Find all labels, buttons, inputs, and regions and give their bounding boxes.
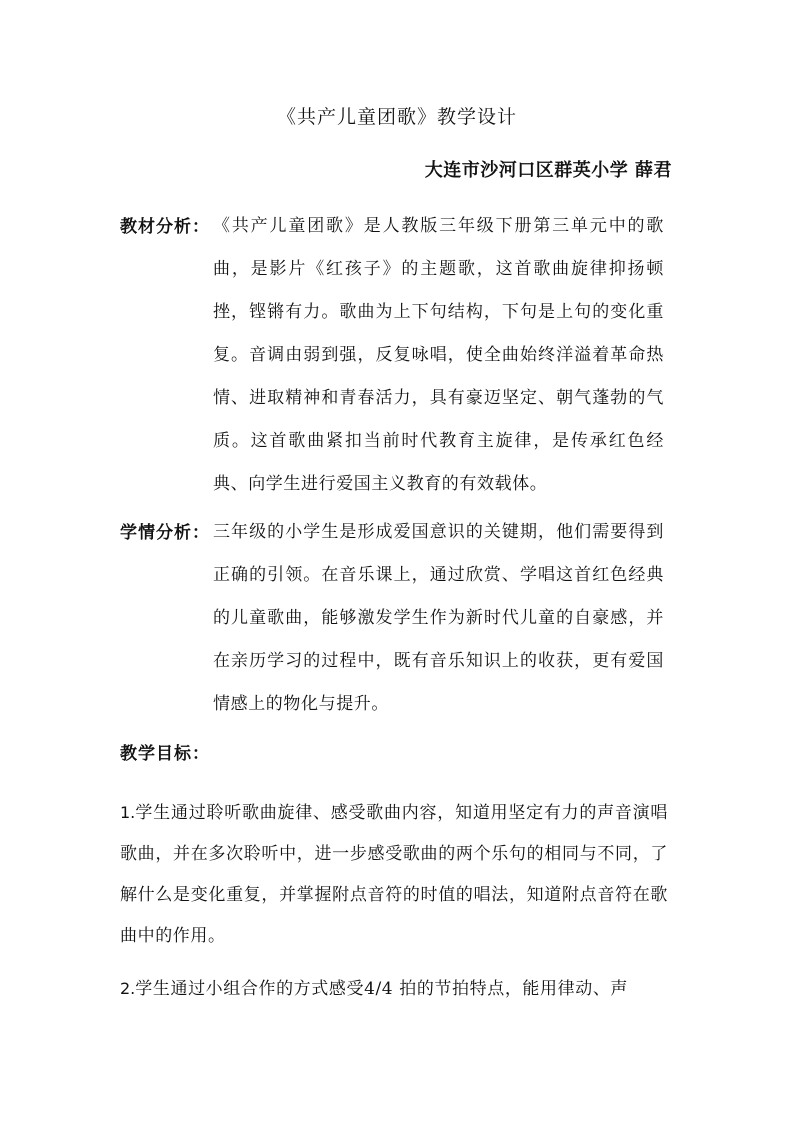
objective-item (120, 968, 668, 1010)
textbook-analysis-text: 《共产儿童团歌》是人教版三年级下册第三单元中的歌曲，是影片《红孩子》的主题歌，这首歌曲旋律抑扬顿挫，铿锵有力。歌曲为上下句结构，下句是上句的变化重复。音调由弱到强，反复咏唱，使全曲始终洋溢着革命热情、进取精神和青春活力，具有豪迈坚定、朝气蓬勃的气质。这首歌曲紧扣当前时代教育主旋律，是传承红色经典、向学生进行爱国主义教育的有效载体。 (213, 216, 664, 494)
learner-analysis-section (120, 519, 680, 719)
objective-number: 1. (120, 803, 136, 822)
objective-number: 2. (120, 979, 136, 998)
objective-text: 学生通过小组合作的方式感受4/4 拍的节拍特点，能用律动、声 (135, 979, 629, 999)
textbook-analysis-label: 教材分析： (120, 217, 210, 237)
learner-analysis-text: 三年级的小学生是形成爱国意识的关键期，他们需要得到正确的引领。在音乐课上，通过欣赏、学唱这首红色经典的儿童歌曲，能够激发学生作为新时代儿童的自豪感，并在亲历学习的过程中，既有音乐知识上的收获，更有爱国情感上的物化与提升。 (213, 522, 664, 714)
objectives-heading: 教学目标： (120, 744, 210, 764)
author-line: 大连市沙河口区群英小学 薛君 (424, 160, 672, 181)
textbook-analysis-section (120, 213, 680, 493)
objective-item (120, 792, 668, 957)
document-title: 《共产儿童团歌》教学设计 (276, 106, 517, 128)
objective-text: 学生通过聆听歌曲旋律、感受歌曲内容，知道用坚定有力的声音演唱歌曲，并在多次聆听中，进一步感受歌曲的两个乐句的相同与不同，了解什么是变化重复，并掌握附点音符的时值的唱法，知道附点音符在歌曲中的作用。 (120, 803, 668, 946)
learner-analysis-label: 学情分析： (120, 523, 210, 543)
